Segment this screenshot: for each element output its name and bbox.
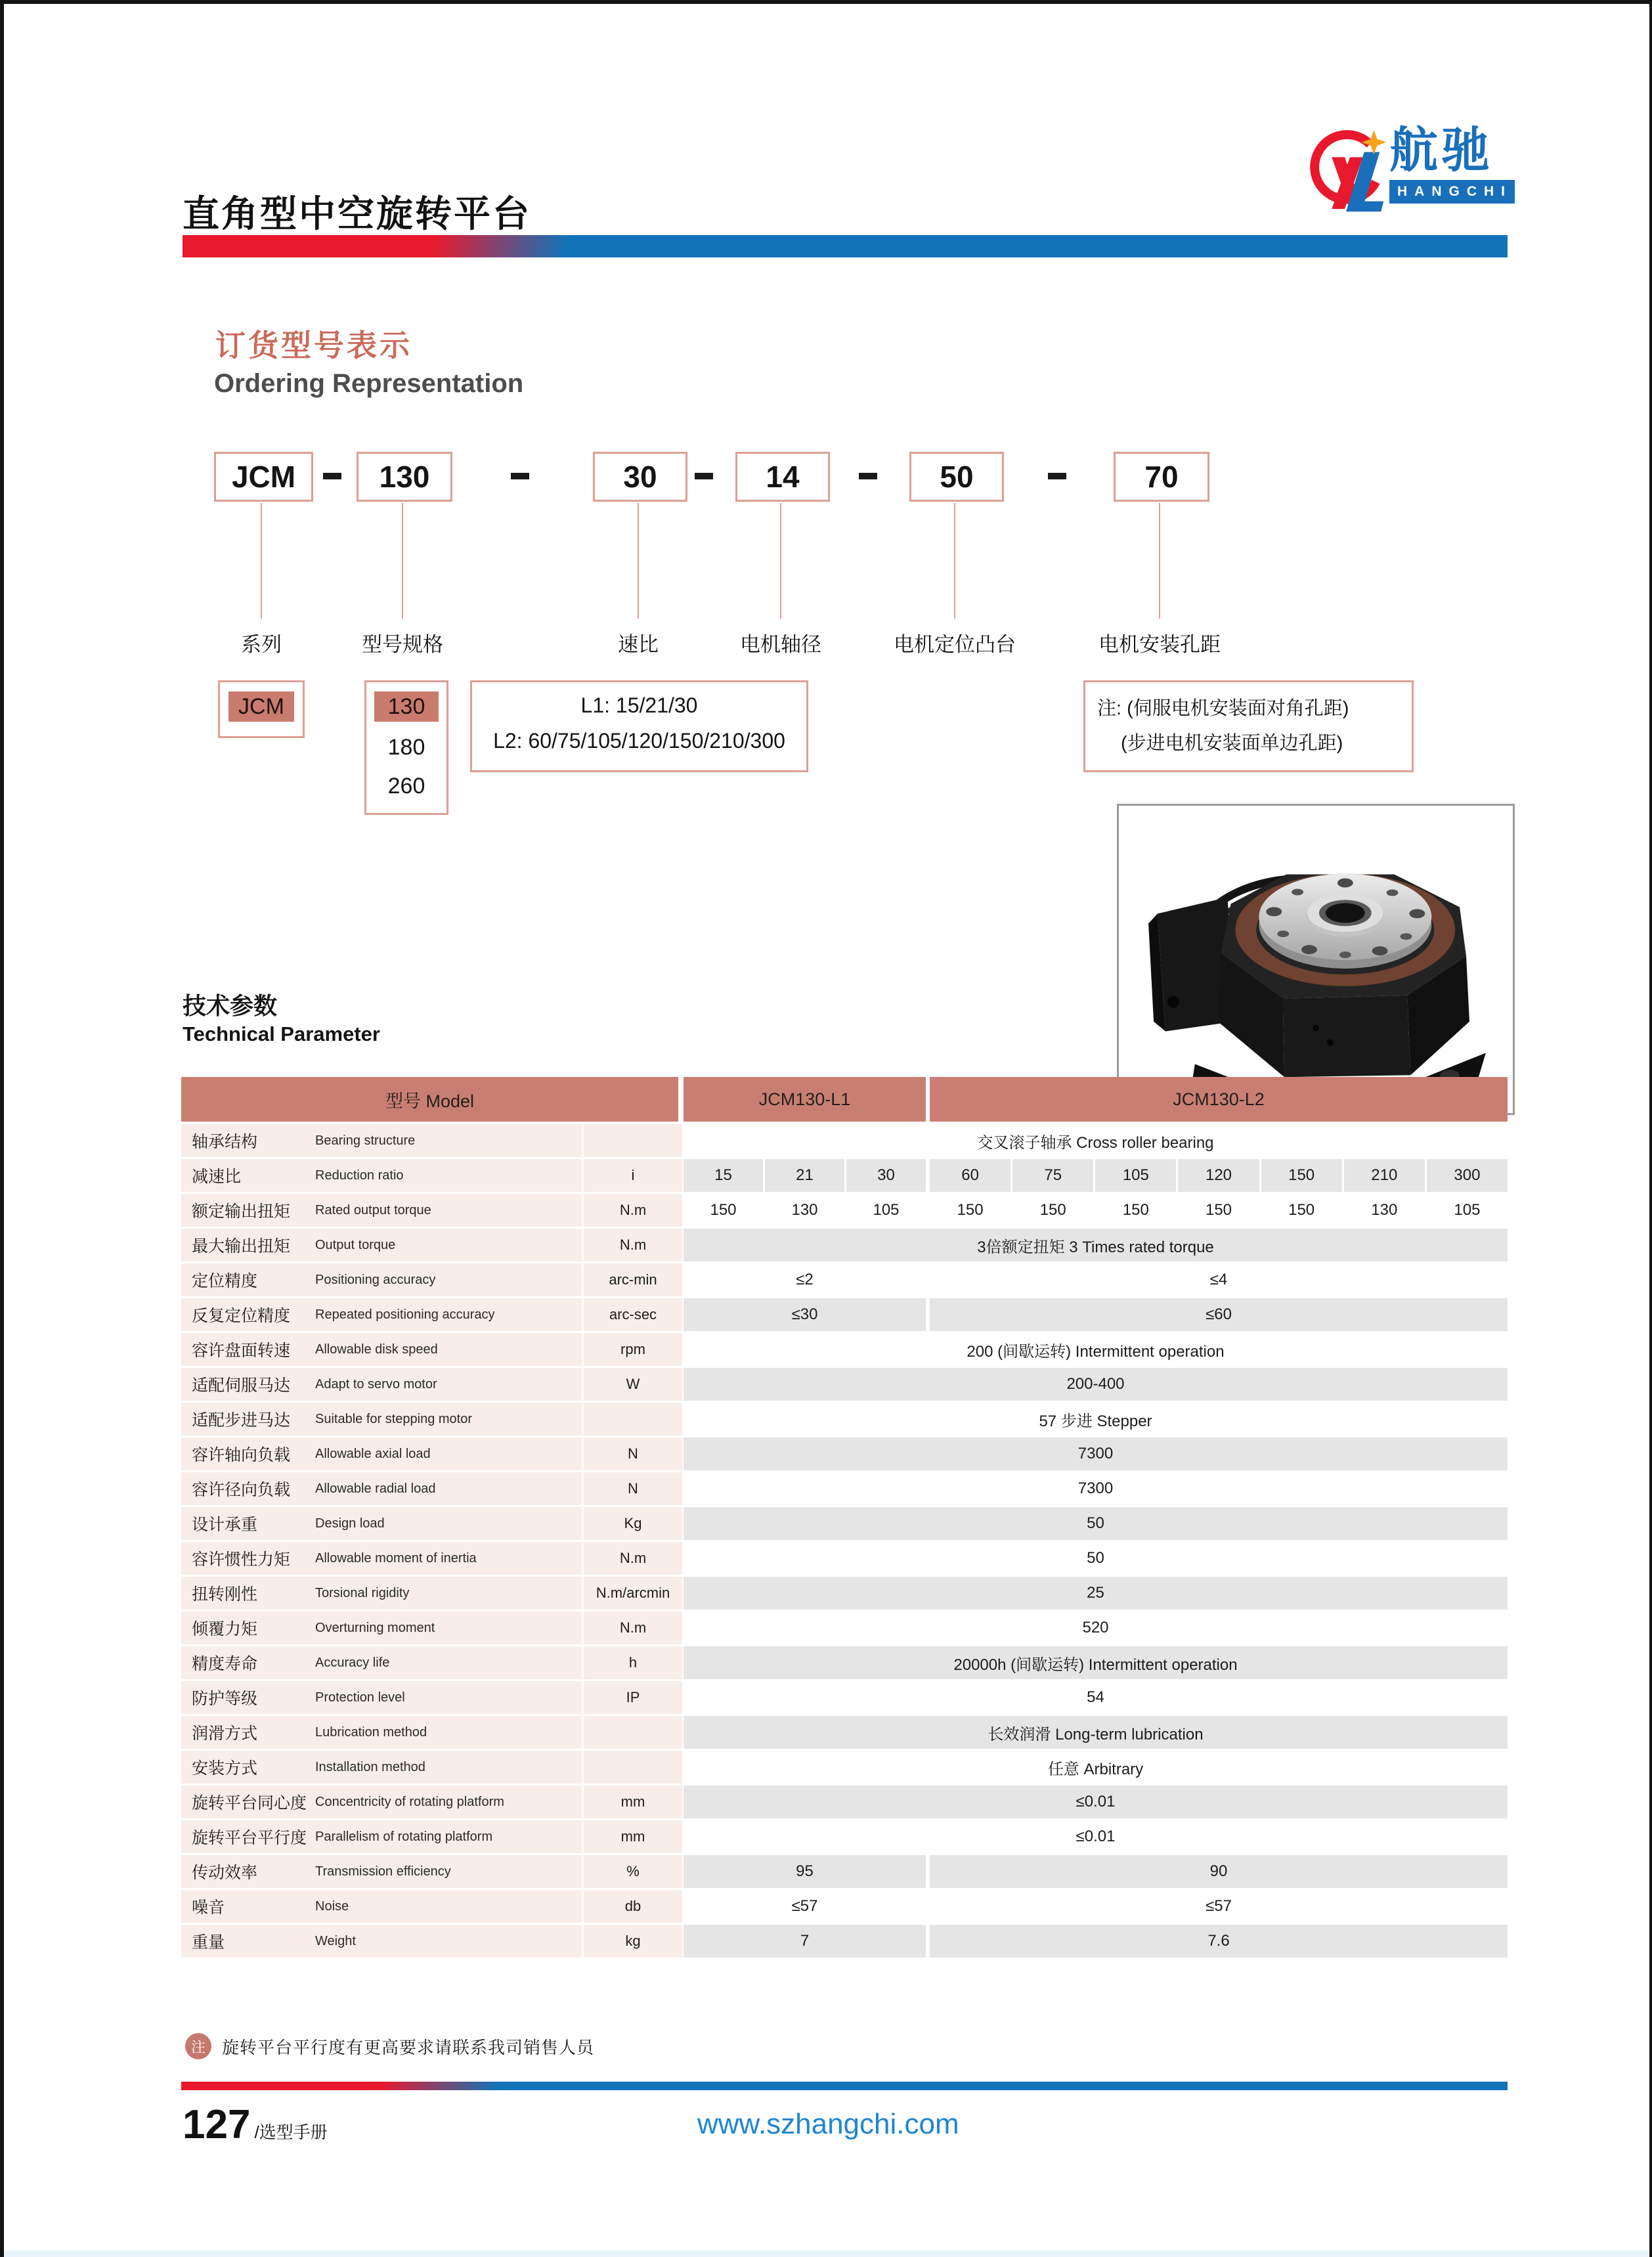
value-cell: 75 — [1012, 1159, 1093, 1192]
row-unit-cell: N.m — [584, 1229, 682, 1261]
row-label-cell — [181, 1716, 582, 1749]
row-unit-cell: rpm — [584, 1333, 682, 1366]
series-option-jcm: JCM — [228, 691, 294, 722]
row-unit-cell: N.m — [584, 1194, 682, 1227]
row-label-en: Positioning accuracy — [315, 1272, 436, 1287]
row-label-cell — [181, 1820, 582, 1853]
model-code-box-1: 130 — [357, 452, 452, 502]
model-code-separator — [695, 473, 713, 479]
row-label-en: Repeated positioning accuracy — [315, 1307, 495, 1322]
row-unit-cell: db — [584, 1890, 682, 1923]
row-label-en: Noise — [315, 1898, 349, 1914]
table-row — [181, 1542, 1508, 1575]
row-label-cell — [181, 1681, 582, 1714]
row-unit-cell: arc-min — [584, 1263, 682, 1296]
row-values — [684, 1298, 1508, 1331]
table-row — [181, 1820, 1508, 1853]
product-image — [1117, 804, 1515, 1115]
row-values — [684, 1681, 1508, 1714]
row-unit-cell — [584, 1716, 682, 1749]
table-row — [181, 1855, 1508, 1888]
value-merged: 7300 — [1077, 1479, 1114, 1497]
code-part-label-1: 型号规格 — [362, 633, 443, 656]
row-label-cell — [181, 1368, 582, 1401]
footnote — [185, 2033, 594, 2059]
value-merged: 长效润滑 Long-term lubrication — [684, 1716, 1508, 1749]
row-label-cn: 轴承结构 — [192, 1133, 258, 1151]
value-cell: 300 — [1427, 1159, 1508, 1192]
model-code-box-2: 30 — [593, 452, 687, 502]
row-label-cell — [181, 1786, 582, 1818]
value-l2: 7.6 — [930, 1925, 1508, 1958]
row-label-cn: 扭转刚性 — [192, 1585, 258, 1604]
table-row — [181, 1681, 1508, 1714]
row-label-en: Overturning moment — [315, 1620, 435, 1635]
mounting-note-line-1: 注: (伺服电机安装面对角孔距) — [1097, 698, 1349, 719]
row-unit-cell: h — [584, 1646, 682, 1679]
ordering-heading-cn: 订货型号表示 — [215, 328, 412, 363]
row-label-en: Reduction ratio — [315, 1168, 404, 1183]
row-values — [684, 1368, 1508, 1401]
code-part-label-4: 电机定位凸台 — [894, 633, 1016, 656]
value-l1: ≤2 — [796, 1271, 814, 1288]
page-number-value: 127 — [183, 2102, 251, 2147]
row-label-cell — [181, 1124, 582, 1157]
row-label-cell — [181, 1472, 582, 1505]
row-label-cn: 防护等级 — [192, 1690, 258, 1708]
size-option-180: 180 — [387, 735, 425, 760]
series-options-box — [218, 680, 305, 738]
row-label-cn: 重量 — [192, 1933, 225, 1952]
row-unit-cell: IP — [584, 1681, 682, 1714]
value-l1: ≤57 — [791, 1897, 818, 1915]
row-label-en: Installation method — [315, 1759, 425, 1774]
table-row — [181, 1368, 1508, 1401]
row-label-cell — [181, 1298, 582, 1331]
model-code-box-3: 14 — [735, 452, 830, 502]
code-part-label-3: 电机轴径 — [740, 633, 821, 656]
row-unit-cell: kg — [584, 1925, 682, 1958]
row-values — [684, 1333, 1508, 1366]
value-cell: 130 — [1371, 1201, 1398, 1219]
row-values — [684, 1890, 1508, 1923]
value-l2: ≤60 — [930, 1298, 1508, 1331]
row-unit-cell — [584, 1403, 682, 1435]
row-values — [684, 1646, 1508, 1679]
website-url: www.szhangchi.com — [697, 2108, 959, 2140]
row-unit-cell — [584, 1124, 682, 1157]
table-row — [181, 1786, 1508, 1818]
row-label-en: Allowable disk speed — [315, 1342, 438, 1357]
row-label-en: Protection level — [315, 1690, 405, 1705]
value-merged: 7300 — [684, 1437, 1508, 1470]
row-values — [684, 1159, 1508, 1192]
value-cell: 60 — [930, 1159, 1011, 1192]
row-values — [684, 1229, 1508, 1261]
code-part-label-2: 速比 — [618, 633, 659, 656]
value-cell: 105 — [1095, 1159, 1176, 1192]
table-row — [181, 1577, 1508, 1610]
row-label-cell — [181, 1159, 582, 1192]
value-cell: 210 — [1344, 1159, 1425, 1192]
row-label-cn: 精度寿命 — [192, 1655, 258, 1673]
row-label-cn: 容许盘面转速 — [192, 1342, 291, 1360]
value-l2: ≤57 — [1206, 1897, 1232, 1915]
row-label-en: Adapt to servo motor — [315, 1376, 437, 1391]
value-merged: 520 — [1082, 1619, 1109, 1636]
value-merged: 20000h (间歇运转) Intermittent operation — [684, 1646, 1508, 1679]
ratio-line-l1: L1: 15/21/30 — [580, 693, 698, 717]
table-row — [181, 1333, 1508, 1366]
table-row — [181, 1716, 1508, 1749]
row-unit-cell: i — [584, 1159, 682, 1192]
value-cell: 130 — [791, 1201, 818, 1219]
row-values — [684, 1472, 1508, 1505]
table-row — [181, 1507, 1508, 1540]
row-unit-cell: Kg — [584, 1507, 682, 1540]
note-badge-icon: 注 — [185, 2033, 211, 2059]
row-values — [684, 1716, 1508, 1749]
row-label-cn: 适配步进马达 — [192, 1411, 291, 1430]
row-unit-cell: N.m/arcmin — [584, 1577, 682, 1610]
table-row — [181, 1403, 1508, 1435]
value-merged: 3倍额定扭矩 3 Times rated torque — [684, 1229, 1508, 1261]
value-merged: 50 — [684, 1507, 1508, 1540]
value-merged: 交叉滚子轴承 Cross roller bearing — [977, 1133, 1214, 1152]
row-unit-cell: N — [584, 1472, 682, 1505]
row-label-cn: 定位精度 — [192, 1272, 258, 1290]
rotary-platform-photo — [1119, 806, 1513, 1113]
row-label-en: Concentricity of rotating platform — [315, 1794, 504, 1809]
row-label-cn: 润滑方式 — [192, 1724, 258, 1743]
size-option-260: 260 — [387, 774, 425, 799]
model-code-box-0: JCM — [214, 452, 313, 502]
row-label-en: Allowable moment of inertia — [315, 1550, 477, 1566]
row-values — [684, 1786, 1508, 1818]
row-unit-cell — [584, 1751, 682, 1784]
row-values — [684, 1507, 1508, 1540]
table-row — [181, 1472, 1508, 1505]
row-label-en: Parallelism of rotating platform — [315, 1829, 493, 1844]
table-row — [181, 1263, 1508, 1296]
row-label-cell — [181, 1577, 582, 1610]
value-merged: ≤0.01 — [684, 1786, 1508, 1818]
technical-parameter-table — [181, 1077, 1508, 1960]
table-row — [181, 1298, 1508, 1331]
value-group-l1 — [684, 1159, 926, 1192]
value-cell: 105 — [1454, 1201, 1481, 1219]
value-merged: 54 — [1087, 1688, 1104, 1706]
row-label-cn: 传动效率 — [192, 1864, 258, 1882]
row-label-cn: 容许径向负载 — [192, 1481, 291, 1499]
value-cell: 120 — [1178, 1159, 1259, 1192]
ratio-options-box — [470, 680, 808, 772]
row-unit-cell: mm — [584, 1786, 682, 1818]
row-values — [684, 1194, 1508, 1227]
row-label-cell — [181, 1646, 582, 1679]
row-label-cn: 旋转平台同心度 — [192, 1794, 307, 1812]
mounting-note-line-2: (步进电机安装面单边孔距) — [1121, 733, 1343, 754]
row-label-cn: 旋转平台平行度 — [192, 1829, 307, 1847]
footer-divider-bar — [181, 2082, 1508, 2090]
row-label-cn: 额定输出扭矩 — [192, 1202, 291, 1221]
value-l1: ≤30 — [684, 1298, 926, 1331]
value-cell: 150 — [1122, 1201, 1149, 1219]
row-label-en: Output torque — [315, 1237, 396, 1252]
table-row — [181, 1437, 1508, 1470]
row-label-cn: 设计承重 — [192, 1516, 258, 1534]
row-label-cn: 噪音 — [192, 1898, 225, 1917]
value-cell: 15 — [684, 1159, 763, 1192]
value-merged: 200 (间歇运转) Intermittent operation — [967, 1342, 1225, 1361]
value-group-l2 — [930, 1194, 1508, 1227]
row-unit-cell: mm — [584, 1820, 682, 1853]
table-row — [181, 1124, 1508, 1157]
tech-heading-cn: 技术参数 — [183, 992, 278, 1019]
row-label-cell — [181, 1611, 582, 1644]
row-label-en: Rated output torque — [315, 1202, 431, 1217]
row-label-cn: 减速比 — [192, 1168, 242, 1186]
row-label-cell — [181, 1437, 582, 1470]
row-unit-cell: N — [584, 1437, 682, 1470]
value-l2: 90 — [930, 1855, 1508, 1888]
size-options-box — [364, 680, 448, 815]
row-values — [684, 1542, 1508, 1575]
model-code-box-5: 70 — [1114, 452, 1209, 502]
tech-heading-en: Technical Parameter — [183, 1022, 380, 1045]
row-label-cn: 适配伺服马达 — [192, 1376, 291, 1395]
code-connector-line — [402, 503, 403, 619]
row-label-en: Accuracy life — [315, 1655, 390, 1670]
row-label-en: Design load — [315, 1516, 385, 1531]
value-cell: 150 — [1288, 1201, 1315, 1219]
table-row — [181, 1751, 1508, 1784]
value-group-l2 — [930, 1159, 1508, 1192]
row-label-cn: 安装方式 — [192, 1759, 258, 1778]
value-cell: 150 — [1039, 1201, 1066, 1219]
logo-en-text: HANGCHI — [1389, 180, 1515, 204]
footnote-text: 旋转平台平行度有更高要求请联系我司销售人员 — [222, 2037, 595, 2057]
row-label-cell — [181, 1855, 582, 1888]
row-values — [684, 1124, 1508, 1157]
value-cell: 21 — [765, 1159, 844, 1192]
page-title: 直角型中空旋转平台 — [183, 192, 531, 234]
table-header-row — [181, 1077, 1508, 1122]
row-values — [684, 1751, 1508, 1784]
table-row — [181, 1194, 1508, 1227]
value-merged: 200-400 — [684, 1368, 1508, 1401]
row-label-cell — [181, 1229, 582, 1261]
logo-cn-text: 航驰 — [1389, 123, 1493, 177]
row-unit-cell: N.m — [584, 1611, 682, 1644]
value-cell: 150 — [957, 1201, 984, 1219]
model-code-separator — [323, 473, 341, 479]
value-merged: 50 — [1087, 1549, 1104, 1567]
logo-mark-icon — [1307, 126, 1387, 223]
row-values — [684, 1611, 1508, 1644]
row-label-en: Allowable axial load — [315, 1446, 431, 1461]
value-cell: 30 — [846, 1159, 926, 1192]
value-merged: 25 — [684, 1577, 1508, 1610]
row-label-cell — [181, 1263, 582, 1296]
row-label-cell — [181, 1194, 582, 1227]
row-values — [684, 1855, 1508, 1888]
row-label-cn: 倾覆力矩 — [192, 1620, 258, 1638]
table-header-l1: JCM130-L1 — [684, 1077, 926, 1122]
row-unit-cell: N.m — [584, 1542, 682, 1575]
code-connector-line — [780, 503, 781, 619]
value-l1: 95 — [684, 1855, 926, 1888]
row-label-en: Weight — [315, 1933, 356, 1948]
row-label-en: Torsional rigidity — [315, 1585, 410, 1600]
code-part-label-5: 电机安装孔距 — [1098, 633, 1221, 656]
row-label-cell — [181, 1890, 582, 1923]
table-row — [181, 1890, 1508, 1923]
value-cell: 105 — [873, 1201, 900, 1219]
mounting-note-box — [1083, 680, 1414, 772]
model-code-separator — [859, 473, 877, 479]
row-label-cell — [181, 1403, 582, 1435]
row-label-cn: 最大输出扭矩 — [192, 1237, 291, 1256]
page-bottom-strip — [4, 2250, 1649, 2257]
value-merged: 57 步进 Stepper — [1039, 1412, 1152, 1430]
row-unit-cell: W — [584, 1368, 682, 1401]
row-values — [684, 1925, 1508, 1958]
table-header-l2: JCM130-L2 — [930, 1077, 1508, 1122]
row-label-cell — [181, 1925, 582, 1958]
code-part-label-0: 系列 — [241, 633, 282, 656]
table-header-model: 型号 Model — [181, 1077, 678, 1122]
table-row — [181, 1925, 1508, 1958]
model-code-separator — [1048, 473, 1066, 479]
ordering-heading-en: Ordering Representation — [214, 369, 524, 398]
value-merged: 任意 Arbitrary — [1047, 1760, 1144, 1778]
row-label-cell — [181, 1542, 582, 1575]
row-unit-cell: % — [584, 1855, 682, 1888]
row-label-en: Lubrication method — [315, 1724, 427, 1740]
value-cell: 150 — [1205, 1201, 1232, 1219]
logo-text — [1389, 123, 1515, 204]
value-merged: ≤0.01 — [1076, 1828, 1116, 1845]
row-label-en: Allowable radial load — [315, 1481, 436, 1496]
code-connector-line — [954, 503, 955, 619]
row-label-cn: 容许轴向负载 — [192, 1446, 291, 1464]
row-label-en: Bearing structure — [315, 1133, 416, 1148]
value-cell: 150 — [1261, 1159, 1342, 1192]
row-values — [684, 1263, 1508, 1296]
code-connector-line — [1159, 503, 1160, 619]
table-row — [181, 1611, 1508, 1644]
header-divider-bar — [183, 235, 1508, 257]
value-group-l1 — [684, 1194, 926, 1227]
page-number-label: /选型手册 — [254, 2122, 328, 2142]
value-l2: ≤4 — [1209, 1271, 1228, 1288]
table-row — [181, 1159, 1508, 1192]
row-label-cell — [181, 1751, 582, 1784]
row-values — [684, 1437, 1508, 1470]
model-code-separator — [511, 473, 529, 479]
row-label-cn: 容许惯性力矩 — [192, 1550, 291, 1569]
row-label-cell — [181, 1507, 582, 1540]
ratio-line-l2: L2: 60/75/105/120/150/210/300 — [493, 729, 785, 753]
row-label-cn: 反复定位精度 — [192, 1307, 291, 1325]
row-values — [684, 1403, 1508, 1435]
row-unit-cell: arc-sec — [584, 1298, 682, 1331]
table-row — [181, 1646, 1508, 1679]
hangchi-logo — [1307, 123, 1515, 223]
value-cell: 150 — [710, 1201, 737, 1219]
code-connector-line — [261, 503, 262, 619]
row-label-en: Transmission efficiency — [315, 1864, 451, 1879]
model-code-box-4: 50 — [909, 452, 1004, 502]
value-l1: 7 — [684, 1925, 926, 1958]
row-values — [684, 1577, 1508, 1610]
code-connector-line — [638, 503, 639, 619]
row-label-cell — [181, 1333, 582, 1366]
size-option-130: 130 — [374, 691, 439, 722]
page-number — [183, 2101, 328, 2148]
table-row — [181, 1229, 1508, 1261]
row-label-en: Suitable for stepping motor — [315, 1411, 473, 1426]
row-values — [684, 1820, 1508, 1853]
